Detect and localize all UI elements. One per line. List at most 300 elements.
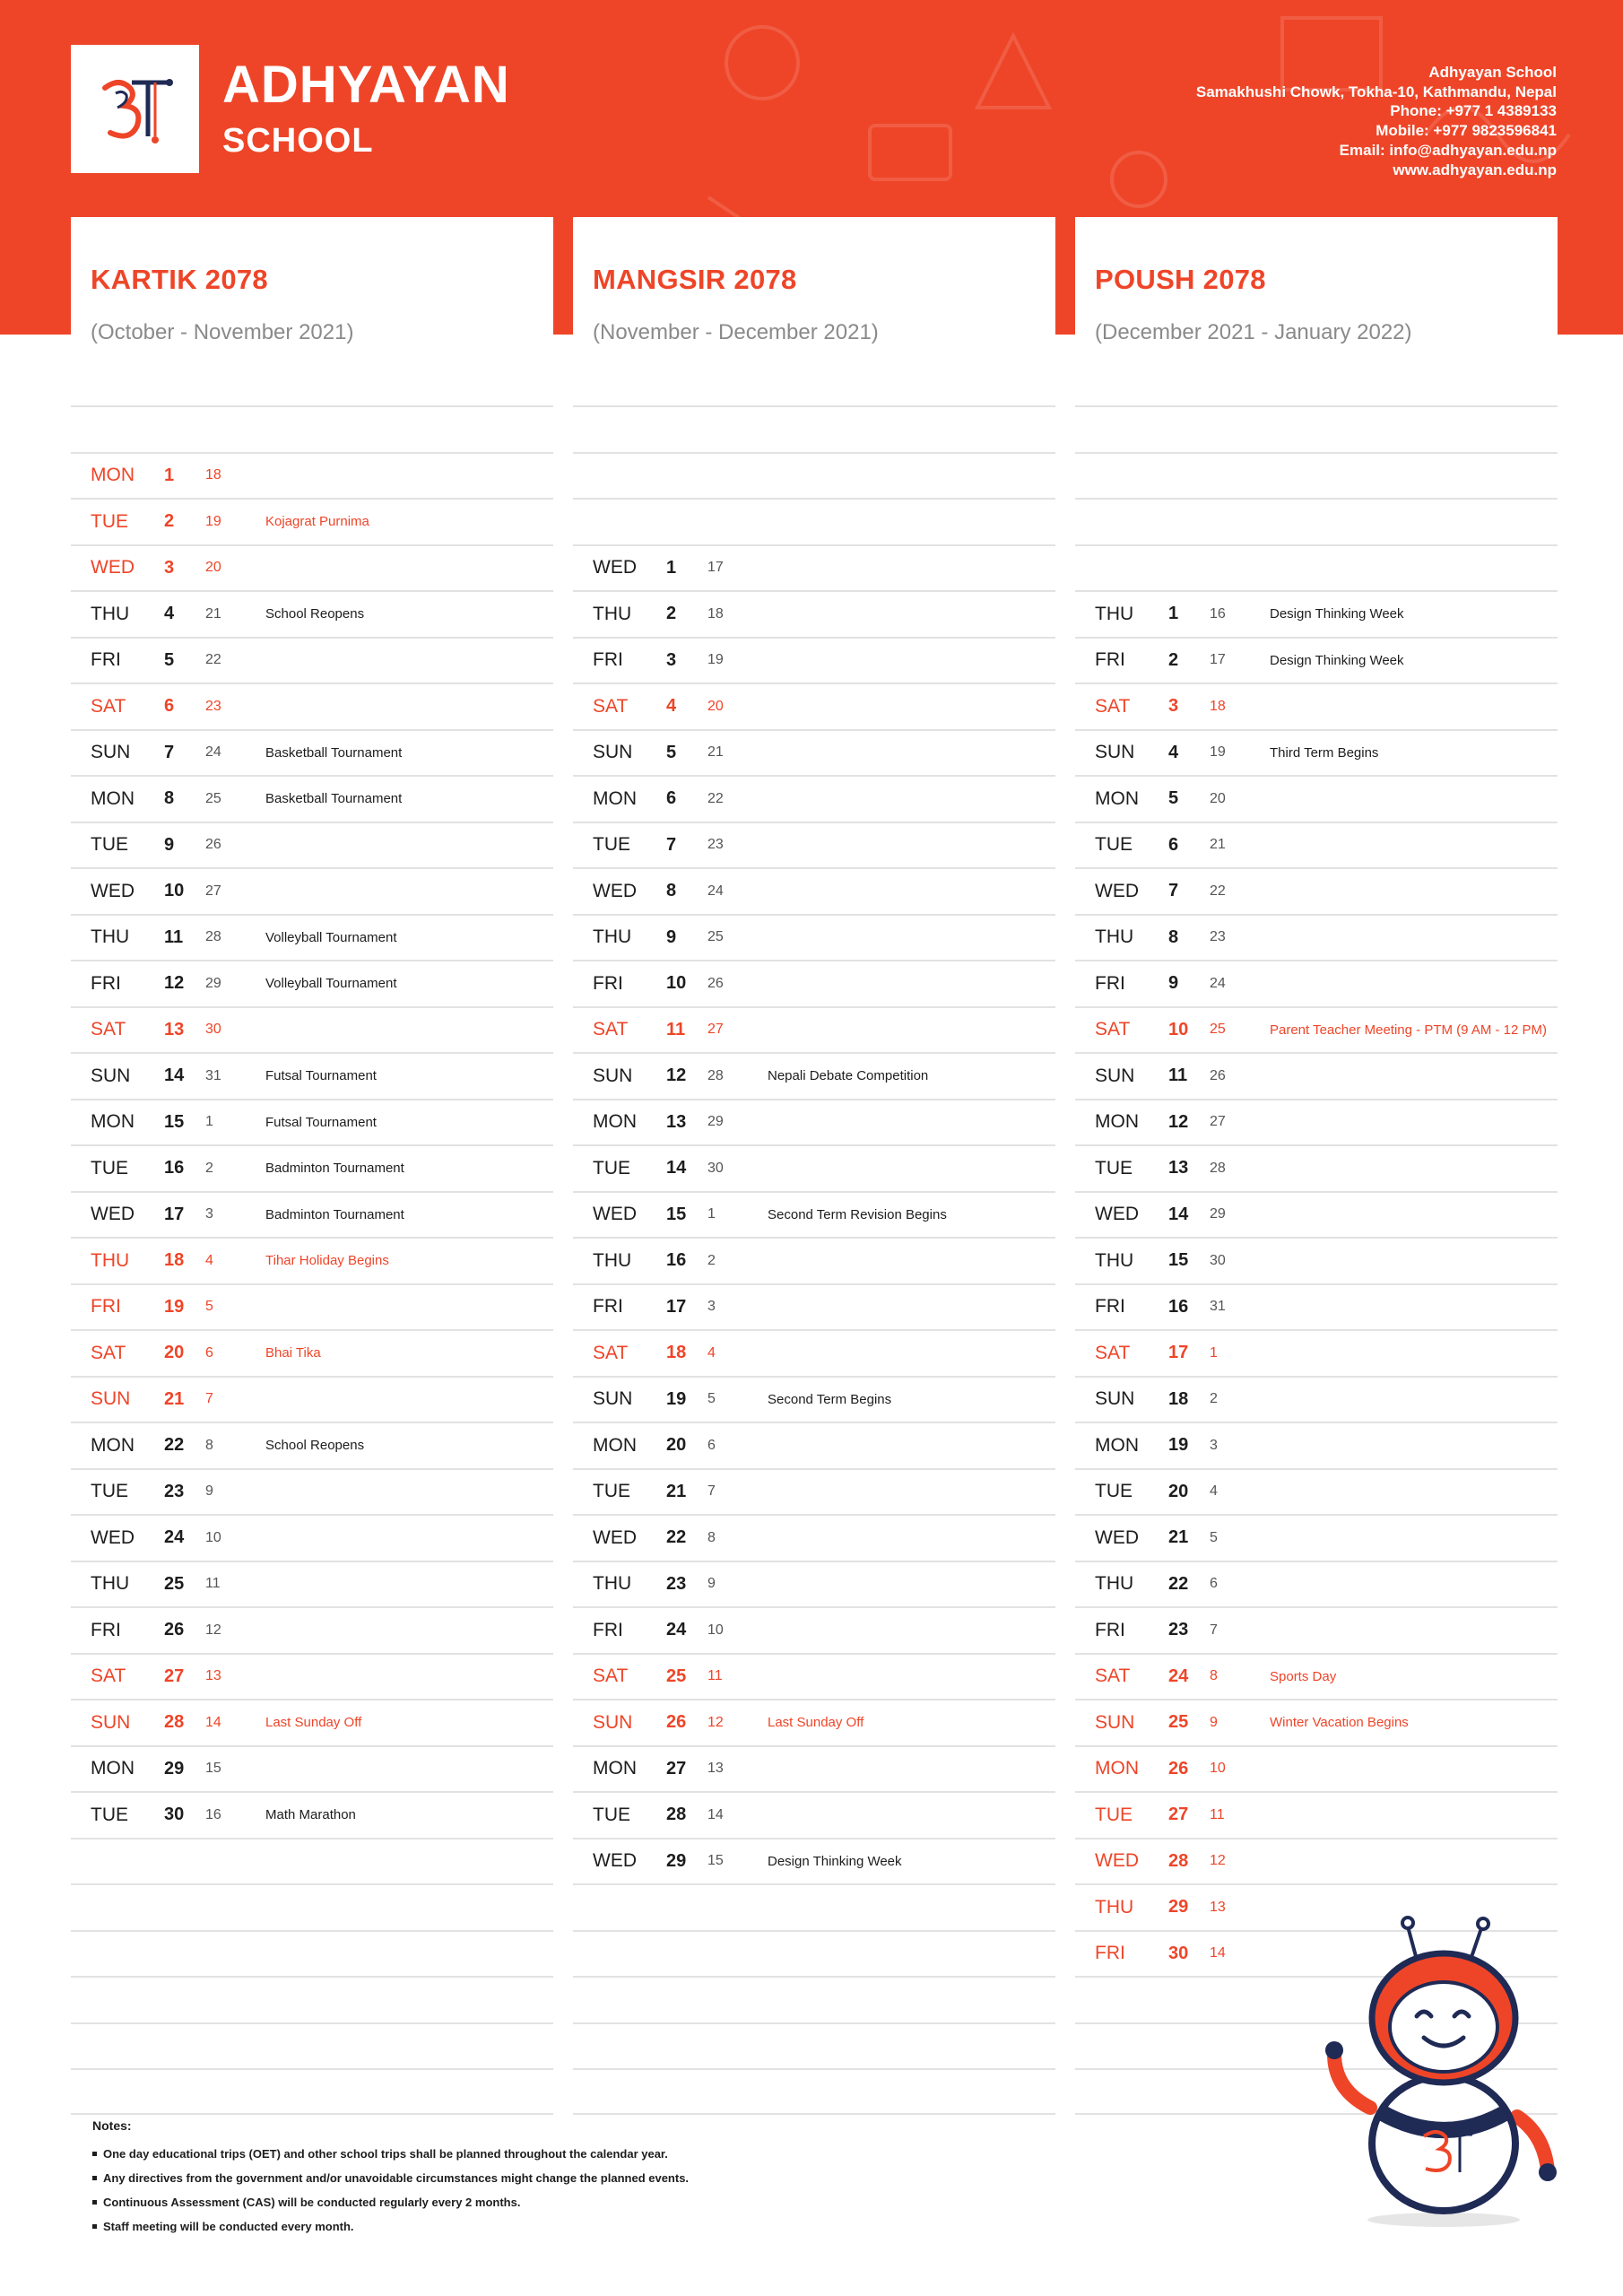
nepali-date: 11 <box>164 926 184 947</box>
weekday-label: TUE <box>91 510 128 532</box>
weekday-label: SAT <box>1095 1342 1131 1363</box>
nepali-date: 6 <box>666 788 677 809</box>
event-label: School Reopens <box>265 606 365 622</box>
english-date: 11 <box>205 1576 221 1592</box>
contact-mobile: Mobile: +977 9823596841 <box>1376 122 1557 140</box>
english-date: 30 <box>205 1022 221 1038</box>
nepali-date: 28 <box>1168 1850 1189 1871</box>
english-date: 29 <box>205 975 221 991</box>
weekday-label: TUE <box>1095 1481 1133 1502</box>
nepali-date: 18 <box>1168 1388 1189 1409</box>
nepali-date: 17 <box>666 1296 687 1317</box>
note-item: Any directives from the government and/or unavoidable circumstances might change the planned events. <box>92 2166 689 2190</box>
empty-day-row <box>71 2068 553 2115</box>
weekday-label: WED <box>1095 1204 1139 1225</box>
nepali-date: 6 <box>1168 834 1179 855</box>
nepali-date: 16 <box>666 1250 687 1271</box>
empty-day-row <box>71 1883 553 1930</box>
brand-name: ADHYAYAN <box>222 56 510 114</box>
english-date: 10 <box>707 1622 724 1638</box>
weekday-label: WED <box>91 557 135 578</box>
school-logo <box>71 45 199 173</box>
day-row <box>71 822 553 868</box>
nepali-date: 3 <box>666 649 677 670</box>
nepali-date: 19 <box>1168 1435 1189 1456</box>
english-date: 26 <box>707 975 724 991</box>
english-date: 6 <box>205 1344 213 1361</box>
day-row <box>573 1006 1055 1053</box>
weekday-label: MON <box>593 1111 637 1133</box>
nepali-date: 28 <box>666 1805 687 1825</box>
day-row <box>71 1699 553 1745</box>
weekday-label: TUE <box>91 1481 128 1502</box>
english-date: 27 <box>707 1022 724 1038</box>
weekday-label: SAT <box>91 695 126 717</box>
nepali-date: 26 <box>1168 1758 1189 1779</box>
day-row <box>71 683 553 729</box>
day-row <box>1075 1468 1558 1515</box>
weekday-label: MON <box>593 1758 637 1779</box>
day-list <box>71 405 553 2115</box>
nepali-date: 21 <box>164 1388 185 1409</box>
weekday-label: THU <box>1095 603 1134 624</box>
day-row <box>1075 1006 1558 1053</box>
nepali-date: 12 <box>164 973 185 994</box>
english-date: 1 <box>1210 1344 1218 1361</box>
nepali-date: 20 <box>164 1343 185 1363</box>
english-date: 7 <box>707 1483 716 1500</box>
day-row <box>573 960 1055 1006</box>
day-row <box>573 1329 1055 1376</box>
weekday-label: SAT <box>1095 1019 1131 1040</box>
weekday-label: MON <box>91 1434 135 1456</box>
nepali-date: 3 <box>1168 696 1179 717</box>
day-row <box>1075 1191 1558 1238</box>
day-row <box>71 867 553 914</box>
english-date: 12 <box>707 1714 724 1730</box>
nepali-date: 10 <box>164 881 185 901</box>
day-row <box>1075 1144 1558 1191</box>
event-label: Volleyball Tournament <box>265 929 397 945</box>
weekday-label: MON <box>1095 1434 1139 1456</box>
english-date: 2 <box>205 1160 213 1176</box>
weekday-label: SUN <box>593 1065 633 1086</box>
day-row <box>71 960 553 1006</box>
nepali-date: 12 <box>1168 1111 1189 1132</box>
english-date: 8 <box>205 1437 213 1453</box>
english-date: 23 <box>205 698 221 714</box>
english-date: 21 <box>1210 837 1226 853</box>
event-label: Last Sunday Off <box>768 1715 864 1731</box>
nepali-date: 27 <box>164 1665 185 1686</box>
weekday-label: WED <box>1095 1850 1139 1872</box>
nepali-date: 27 <box>1168 1805 1189 1825</box>
day-row <box>573 1606 1055 1653</box>
notes-section <box>92 2118 689 2239</box>
english-date: 15 <box>707 1853 724 1869</box>
nepali-date: 20 <box>1168 1481 1189 1501</box>
english-date: 23 <box>707 837 724 853</box>
event-label: Tihar Holiday Begins <box>265 1253 389 1269</box>
nepali-date: 16 <box>164 1158 185 1178</box>
empty-day-row <box>573 405 1055 452</box>
empty-day-row <box>71 1838 553 1884</box>
english-date: 12 <box>1210 1853 1226 1869</box>
nepali-date: 7 <box>666 834 677 855</box>
month-title: POUSH 2078 <box>1095 264 1266 295</box>
note-item: Continuous Assessment (CAS) will be conducted regularly every 2 months. <box>92 2190 689 2214</box>
empty-day-row <box>573 1883 1055 1930</box>
day-row <box>1075 1606 1558 1653</box>
english-date: 11 <box>707 1668 723 1684</box>
nepali-date: 24 <box>666 1620 687 1640</box>
day-row <box>1075 822 1558 868</box>
weekday-label: SUN <box>1095 1711 1135 1733</box>
english-date: 20 <box>205 560 221 576</box>
weekday-label: THU <box>1095 1573 1134 1595</box>
weekday-label: FRI <box>1095 972 1125 994</box>
nepali-date: 3 <box>164 557 175 578</box>
day-row <box>573 775 1055 822</box>
english-date: 21 <box>205 605 221 622</box>
contact-block <box>1196 63 1557 179</box>
month-range: (December 2021 - January 2022) <box>1095 320 1412 344</box>
contact-email[interactable]: Email: info@adhyayan.edu.np <box>1339 141 1557 159</box>
weekday-label: TUE <box>91 834 128 856</box>
weekday-label: SUN <box>91 1711 131 1733</box>
weekday-label: THU <box>1095 926 1134 948</box>
event-label: Badminton Tournament <box>265 1206 404 1222</box>
nepali-date: 24 <box>1168 1665 1189 1686</box>
weekday-label: SUN <box>593 742 633 763</box>
english-date: 7 <box>205 1391 213 1407</box>
english-date: 29 <box>707 1114 724 1130</box>
event-label: Badminton Tournament <box>265 1161 404 1177</box>
day-row <box>71 1745 553 1792</box>
english-date: 18 <box>707 605 724 622</box>
day-row <box>573 637 1055 683</box>
english-date: 27 <box>1210 1114 1226 1130</box>
nepali-date: 22 <box>1168 1573 1189 1594</box>
weekday-label: MON <box>91 465 135 486</box>
weekday-label: MON <box>1095 787 1139 809</box>
event-label: Last Sunday Off <box>265 1715 362 1731</box>
weekday-label: MON <box>1095 1111 1139 1133</box>
day-row <box>1075 1699 1558 1745</box>
day-row <box>573 1237 1055 1283</box>
nepali-date: 8 <box>1168 926 1179 947</box>
logo-mark-icon <box>92 66 178 152</box>
day-list <box>573 405 1055 2115</box>
english-date: 10 <box>205 1529 221 1545</box>
day-row <box>71 1468 553 1515</box>
weekday-label: SUN <box>1095 1065 1135 1086</box>
english-date: 31 <box>1210 1299 1226 1315</box>
empty-day-row <box>573 498 1055 544</box>
day-row <box>1075 960 1558 1006</box>
event-label: Math Marathon <box>265 1807 356 1823</box>
day-row <box>573 1052 1055 1099</box>
day-row <box>71 1561 553 1607</box>
day-row <box>1075 683 1558 729</box>
nepali-date: 16 <box>1168 1296 1189 1317</box>
day-row <box>573 1099 1055 1145</box>
nepali-date: 25 <box>1168 1712 1189 1733</box>
day-row <box>71 498 553 544</box>
contact-address: Samakhushi Chowk, Tokha-10, Kathmandu, Nepal <box>1195 83 1557 100</box>
nepali-date: 14 <box>164 1065 185 1086</box>
day-list <box>1075 405 1558 2115</box>
day-row <box>71 1653 553 1700</box>
nepali-date: 10 <box>1168 1019 1189 1039</box>
day-row <box>1075 590 1558 637</box>
empty-day-row <box>1075 498 1558 544</box>
day-row <box>573 867 1055 914</box>
month-header <box>71 217 553 405</box>
empty-day-row <box>1075 452 1558 499</box>
nepali-date: 30 <box>164 1805 185 1825</box>
weekday-label: FRI <box>1095 1296 1125 1318</box>
english-date: 23 <box>1210 929 1226 945</box>
weekday-label: TUE <box>593 1804 630 1825</box>
english-date: 3 <box>707 1299 716 1315</box>
nepali-date: 29 <box>1168 1897 1189 1918</box>
nepali-date: 1 <box>1168 604 1179 624</box>
day-row <box>573 1791 1055 1838</box>
day-row <box>1075 1283 1558 1330</box>
nepali-date: 23 <box>164 1481 185 1501</box>
month-header <box>573 217 1055 405</box>
english-date: 17 <box>1210 652 1226 668</box>
day-row <box>71 1144 553 1191</box>
english-date: 16 <box>1210 605 1226 622</box>
day-row <box>1075 867 1558 914</box>
english-date: 19 <box>205 513 221 529</box>
nepali-date: 29 <box>164 1758 185 1779</box>
nepali-date: 9 <box>666 926 677 947</box>
day-row <box>573 822 1055 868</box>
day-row <box>573 1653 1055 1700</box>
day-row <box>71 590 553 637</box>
english-date: 16 <box>205 1806 221 1822</box>
nepali-date: 1 <box>666 557 677 578</box>
day-row <box>1075 1329 1558 1376</box>
event-label: Design Thinking Week <box>1270 652 1404 668</box>
weekday-label: FRI <box>1095 649 1125 671</box>
weekday-label: THU <box>593 926 632 948</box>
english-date: 11 <box>1210 1806 1225 1822</box>
day-row <box>573 544 1055 591</box>
day-row <box>1075 637 1558 683</box>
english-date: 20 <box>707 698 724 714</box>
weekday-label: SAT <box>1095 695 1131 717</box>
english-date: 18 <box>1210 698 1226 714</box>
nepali-date: 14 <box>1168 1204 1189 1224</box>
empty-day-row <box>573 1976 1055 2022</box>
weekday-label: THU <box>1095 1896 1134 1918</box>
nepali-date: 5 <box>164 649 175 670</box>
weekday-label: SAT <box>593 1665 629 1687</box>
weekday-label: FRI <box>91 649 121 671</box>
weekday-label: WED <box>593 1850 637 1872</box>
english-date: 13 <box>205 1668 221 1684</box>
weekday-label: FRI <box>1095 1619 1125 1640</box>
day-row <box>573 1745 1055 1792</box>
brand-sub: SCHOOL <box>222 122 374 160</box>
nepali-date: 20 <box>666 1435 687 1456</box>
english-date: 6 <box>707 1437 716 1453</box>
day-row <box>1075 775 1558 822</box>
event-label: Bhai Tika <box>265 1345 321 1361</box>
note-item: One day educational trips (OET) and other school trips shall be planned throughout the calendar year. <box>92 2142 689 2166</box>
english-date: 28 <box>205 929 221 945</box>
weekday-label: TUE <box>593 1157 630 1178</box>
nepali-date: 15 <box>1168 1250 1189 1271</box>
nepali-date: 2 <box>1168 649 1179 670</box>
english-date: 19 <box>1210 744 1226 761</box>
day-row <box>573 729 1055 776</box>
contact-school-name: Adhyayan School <box>1428 64 1557 81</box>
english-date: 22 <box>1210 883 1226 899</box>
weekday-label: SAT <box>91 1342 126 1363</box>
day-row <box>71 1422 553 1468</box>
day-row <box>573 1561 1055 1607</box>
nepali-date: 6 <box>164 696 175 717</box>
english-date: 26 <box>205 837 221 853</box>
weekday-label: MON <box>91 1111 135 1133</box>
weekday-label: TUE <box>1095 1804 1133 1825</box>
empty-day-row <box>573 452 1055 499</box>
nepali-date: 21 <box>1168 1527 1189 1548</box>
day-row <box>1075 1237 1558 1283</box>
weekday-label: THU <box>91 1573 130 1595</box>
day-row <box>1075 1099 1558 1145</box>
weekday-label: THU <box>1095 1249 1134 1271</box>
english-date: 1 <box>205 1114 213 1130</box>
nepali-date: 10 <box>666 973 687 994</box>
weekday-label: THU <box>593 1573 632 1595</box>
day-row <box>1075 1376 1558 1422</box>
weekday-label: MON <box>593 1434 637 1456</box>
english-date: 27 <box>205 883 221 899</box>
english-date: 14 <box>1210 1945 1226 1961</box>
nepali-date: 1 <box>164 465 175 485</box>
day-row <box>71 1791 553 1838</box>
month-range: (November - December 2021) <box>593 320 879 344</box>
weekday-label: WED <box>91 1526 135 1548</box>
weekday-label: WED <box>593 557 637 578</box>
nepali-date: 9 <box>164 834 175 855</box>
day-row <box>71 1376 553 1422</box>
english-date: 29 <box>1210 1206 1226 1222</box>
event-label: Futsal Tournament <box>265 1068 377 1084</box>
day-row <box>1075 1791 1558 1838</box>
nepali-date: 19 <box>164 1296 185 1317</box>
event-label: Winter Vacation Begins <box>1270 1715 1409 1731</box>
weekday-label: FRI <box>593 972 623 994</box>
english-date: 5 <box>1210 1529 1218 1545</box>
weekday-label: WED <box>91 880 135 901</box>
day-row <box>1075 1052 1558 1099</box>
day-row <box>573 1422 1055 1468</box>
event-label: Basketball Tournament <box>265 744 403 761</box>
english-date: 4 <box>707 1344 716 1361</box>
weekday-label: WED <box>593 1526 637 1548</box>
day-row <box>71 637 553 683</box>
english-date: 13 <box>1210 1899 1226 1915</box>
weekday-label: FRI <box>1095 1943 1125 1964</box>
event-label: Second Term Begins <box>768 1391 892 1407</box>
nepali-date: 12 <box>666 1065 687 1086</box>
nepali-date: 24 <box>164 1527 185 1548</box>
nepali-date: 30 <box>1168 1943 1189 1963</box>
weekday-label: TUE <box>91 1804 128 1825</box>
weekday-label: FRI <box>91 1619 121 1640</box>
english-date: 30 <box>1210 1252 1226 1268</box>
nepali-date: 26 <box>164 1620 185 1640</box>
nepali-date: 29 <box>666 1850 687 1871</box>
english-date: 14 <box>707 1806 724 1822</box>
nepali-date: 11 <box>1168 1065 1188 1086</box>
contact-website[interactable]: www.adhyayan.edu.np <box>1393 161 1557 178</box>
nepali-date: 2 <box>666 604 677 624</box>
weekday-label: MON <box>91 1758 135 1779</box>
event-label: Kojagrat Purnima <box>265 514 369 530</box>
nepali-date: 4 <box>164 604 175 624</box>
day-row <box>573 914 1055 961</box>
english-date: 14 <box>205 1714 221 1730</box>
english-date: 26 <box>1210 1067 1226 1083</box>
empty-day-row <box>71 2022 553 2069</box>
english-date: 31 <box>205 1067 221 1083</box>
day-row <box>1075 1422 1558 1468</box>
nepali-date: 28 <box>164 1712 185 1733</box>
english-date: 18 <box>205 467 221 483</box>
english-date: 4 <box>205 1252 213 1268</box>
weekday-label: SUN <box>91 1065 131 1086</box>
nepali-date: 21 <box>666 1481 687 1501</box>
nepali-date: 11 <box>666 1019 686 1039</box>
empty-day-row <box>71 1976 553 2022</box>
weekday-label: TUE <box>1095 834 1133 856</box>
weekday-label: TUE <box>593 1481 630 1502</box>
english-date: 9 <box>205 1483 213 1500</box>
day-row <box>71 914 553 961</box>
nepali-date: 7 <box>1168 881 1179 901</box>
day-row <box>1075 1745 1558 1792</box>
english-date: 7 <box>1210 1622 1218 1638</box>
nepali-date: 19 <box>666 1388 687 1409</box>
weekday-label: THU <box>91 926 130 948</box>
weekday-label: MON <box>91 787 135 809</box>
day-row <box>71 452 553 499</box>
weekday-label: WED <box>91 1204 135 1225</box>
weekday-label: SUN <box>91 1388 131 1410</box>
note-item: Staff meeting will be conducted every month. <box>92 2214 689 2239</box>
english-date: 30 <box>707 1160 724 1176</box>
nepali-date: 17 <box>164 1204 185 1224</box>
day-row <box>71 1191 553 1238</box>
day-row <box>573 1283 1055 1330</box>
nepali-date: 9 <box>1168 973 1179 994</box>
english-date: 22 <box>205 652 221 668</box>
day-row <box>71 1052 553 1099</box>
day-row <box>1075 1561 1558 1607</box>
day-row <box>1075 914 1558 961</box>
day-row <box>1075 1653 1558 1700</box>
nepali-date: 4 <box>666 696 677 717</box>
day-row <box>71 1606 553 1653</box>
